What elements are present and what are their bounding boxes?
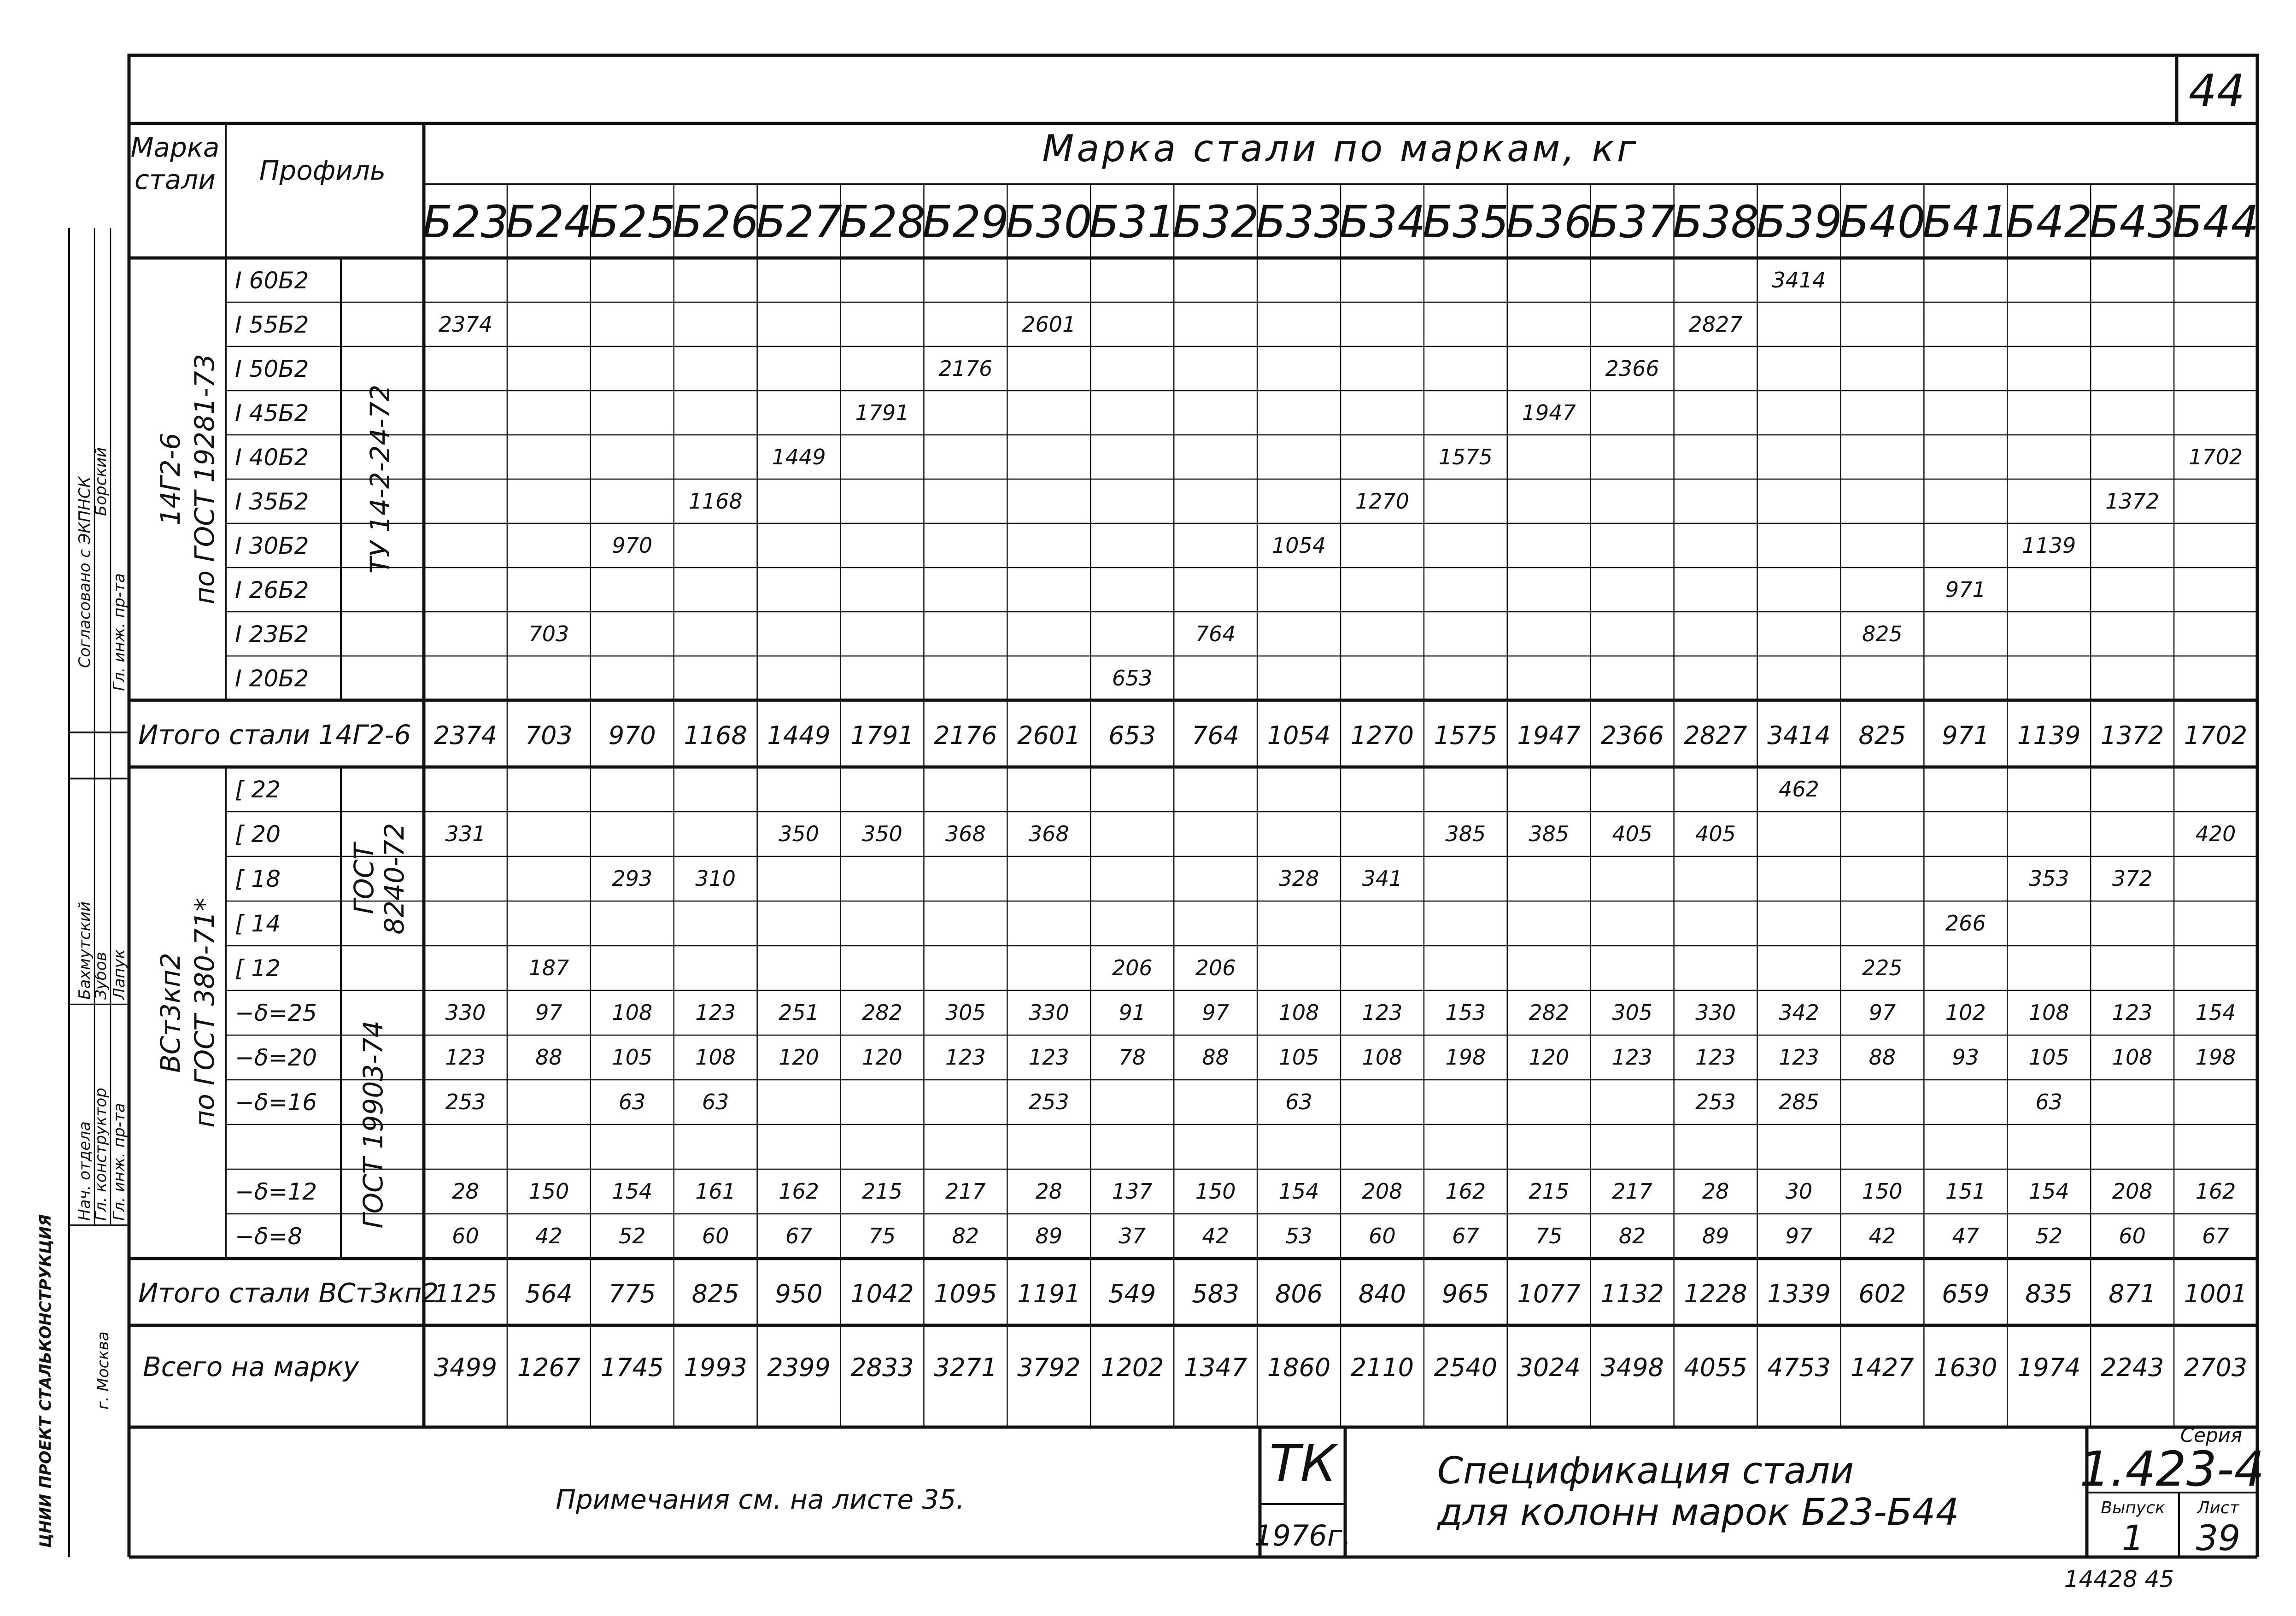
value-cell: 162 <box>779 1179 819 1204</box>
value-cell: 63 <box>702 1089 729 1114</box>
profile-cell: I 26Б2 <box>235 577 309 603</box>
sidebar-name-1: Бахмутский <box>76 901 94 1000</box>
value-cell: 123 <box>695 1000 736 1025</box>
value-cell: 78 <box>1119 1045 1146 1070</box>
profile-cell: I 20Б2 <box>235 665 309 692</box>
total-cell: 1339 <box>1767 1279 1831 1308</box>
value-cell: 102 <box>1945 1000 1986 1025</box>
total-cell: 775 <box>608 1279 656 1308</box>
column-header: Б27 <box>756 196 843 248</box>
value-cell: 60 <box>1369 1224 1396 1248</box>
issue-label: Выпуск <box>2101 1499 2165 1517</box>
column-header: Б33 <box>1255 196 1342 248</box>
value-cell: 63 <box>618 1089 646 1114</box>
column-header: Б29 <box>922 196 1009 248</box>
bottom-code: 14428 45 <box>2064 1566 2174 1593</box>
value-cell: 162 <box>1445 1179 1486 1204</box>
grand-total-cell: 2540 <box>1434 1353 1498 1382</box>
issue-number: 1 <box>2121 1517 2144 1558</box>
value-cell: 330 <box>1028 1000 1069 1025</box>
value-cell: 825 <box>1862 621 1903 646</box>
value-cell: 108 <box>695 1045 736 1070</box>
grade-14g2-6: 14Г2-6 по ГОСТ 19281-73 <box>155 354 220 604</box>
column-header: Б41 <box>1922 196 2009 248</box>
value-cell: 305 <box>945 1000 986 1025</box>
value-cell: 154 <box>612 1179 653 1204</box>
total-cell: 602 <box>1858 1279 1906 1308</box>
sidebar-role-1: Нач. отдела <box>76 1121 94 1221</box>
total-cell: 971 <box>1942 721 1990 750</box>
value-cell: 1168 <box>688 489 743 514</box>
value-cell: 82 <box>1618 1224 1646 1248</box>
notes-text: Примечания см. на листе 35. <box>556 1484 965 1515</box>
profile-cell: I 50Б2 <box>235 356 309 382</box>
grand-total-cell: 2399 <box>767 1353 831 1382</box>
value-cell: 293 <box>612 866 653 891</box>
value-cell: 150 <box>528 1179 569 1204</box>
total-cell: 1228 <box>1684 1279 1747 1308</box>
value-cell: 208 <box>2112 1179 2153 1204</box>
series-number: 1.423-4 <box>2079 1441 2265 1497</box>
total-cell: 2374 <box>433 721 498 750</box>
grand-total-cell: 2110 <box>1350 1353 1414 1382</box>
value-cell: 405 <box>1612 821 1653 846</box>
value-cell: 971 <box>1945 577 1986 602</box>
value-cell: 420 <box>2195 821 2236 846</box>
value-cell: 105 <box>612 1045 653 1070</box>
profile-cell: [ 12 <box>235 955 281 982</box>
grand-total-cell: 1202 <box>1101 1353 1164 1382</box>
grade-header: Марка стали <box>130 132 220 195</box>
total-cell: 806 <box>1275 1279 1323 1308</box>
standard-tu: ТУ 14-2-24-72 <box>364 384 396 574</box>
grand-total-cell: 3024 <box>1517 1353 1581 1382</box>
grand-total-cell: 3498 <box>1600 1353 1664 1382</box>
sheet-label: Лист <box>2197 1499 2239 1517</box>
grand-total-cell: 2243 <box>2100 1353 2164 1382</box>
value-cell: 75 <box>868 1224 896 1248</box>
value-cell: 187 <box>528 955 569 980</box>
value-cell: 154 <box>2028 1179 2069 1204</box>
sidebar-city: г. Москва <box>94 1331 112 1410</box>
value-cell: 108 <box>1278 1000 1319 1025</box>
profile-cell: I 55Б2 <box>235 311 309 338</box>
year: 1976г. <box>1254 1519 1352 1552</box>
total-cell: 1791 <box>850 721 914 750</box>
total-cell: 3414 <box>1767 721 1831 750</box>
value-cell: 89 <box>1702 1224 1729 1248</box>
value-cell: 88 <box>1868 1045 1896 1070</box>
column-header: Б40 <box>1839 196 1926 248</box>
value-cell: 150 <box>1862 1179 1903 1204</box>
value-cell: 653 <box>1112 666 1153 691</box>
column-header: Б24 <box>505 196 592 248</box>
value-cell: 282 <box>1529 1000 1570 1025</box>
total-cell: 1125 <box>433 1279 498 1308</box>
sidebar-approve: Согласовано с ЭКПНСК <box>76 476 94 668</box>
total-cell: 1054 <box>1267 721 1331 750</box>
value-cell: 137 <box>1112 1179 1153 1204</box>
spec-table <box>129 123 2259 1427</box>
value-cell: 91 <box>1119 1000 1146 1025</box>
total-cell: 1270 <box>1350 721 1414 750</box>
total-cell: 825 <box>691 1279 739 1308</box>
total-cell: 1077 <box>1517 1279 1581 1308</box>
grand-total-cell: 2703 <box>2184 1353 2248 1382</box>
value-cell: 108 <box>2028 1000 2069 1025</box>
value-cell: 1139 <box>2022 533 2076 558</box>
value-cell: 368 <box>1028 821 1069 846</box>
profile-cell: −δ=16 <box>235 1089 317 1116</box>
column-header: Б36 <box>1505 196 1593 248</box>
value-cell: 703 <box>528 621 569 646</box>
value-cell: 2601 <box>1022 312 1076 337</box>
value-cell: 123 <box>1612 1045 1653 1070</box>
value-cell: 350 <box>779 821 819 846</box>
sheet-number-top: 44 <box>2188 65 2245 117</box>
total-cell: 653 <box>1108 721 1156 750</box>
value-cell: 1054 <box>1272 533 1326 558</box>
sidebar-org: ЦНИИ ПРОЕКТ СТАЛЬКОНСТРУКЦИЯ <box>36 1214 55 1548</box>
total-cell: 1001 <box>2184 1279 2248 1308</box>
value-cell: 67 <box>2202 1224 2229 1248</box>
total-cell: 583 <box>1192 1279 1240 1308</box>
sidebar-approve-name-1: Гл. инж. пр-та <box>110 573 129 691</box>
total-cell: 835 <box>2025 1279 2073 1308</box>
total-cell: 1042 <box>850 1279 914 1308</box>
grade-vst3kp2: ВСт3кп2 по ГОСТ 380-71* <box>155 898 220 1128</box>
value-cell: 97 <box>1868 1000 1896 1025</box>
column-header: Б44 <box>2172 196 2259 248</box>
series-label: Серия <box>2180 1424 2243 1446</box>
profile-header: Профиль <box>259 155 386 186</box>
value-cell: 368 <box>945 821 986 846</box>
value-cell: 161 <box>695 1179 736 1204</box>
value-cell: 266 <box>1945 911 1986 936</box>
value-cell: 1791 <box>855 400 909 425</box>
value-cell: 331 <box>445 821 486 846</box>
column-header: Б28 <box>838 196 926 248</box>
value-cell: 30 <box>1785 1179 1813 1204</box>
value-cell: 341 <box>1362 866 1403 891</box>
drawing-title-line2: для колонн марок Б23-Б44 <box>1437 1491 1959 1534</box>
value-cell: 75 <box>1535 1224 1563 1248</box>
value-cell: 97 <box>1202 1000 1229 1025</box>
value-cell: 328 <box>1278 866 1319 891</box>
profile-cell: [ 22 <box>235 776 281 803</box>
grand-total-label: Всего на марку <box>143 1351 359 1382</box>
profile-cell: I 30Б2 <box>235 533 309 559</box>
grand-total-cell: 1630 <box>1934 1353 1997 1382</box>
value-cell: 305 <box>1612 1000 1653 1025</box>
profile-cell: −δ=25 <box>235 1000 317 1026</box>
value-cell: 1702 <box>2189 445 2243 469</box>
grand-total-cell: 2833 <box>850 1353 914 1382</box>
value-cell: 123 <box>1028 1045 1069 1070</box>
value-cell: 162 <box>2195 1179 2236 1204</box>
value-cell: 42 <box>1202 1224 1229 1248</box>
value-cell: 153 <box>1445 1000 1486 1025</box>
value-cell: 150 <box>1195 1179 1236 1204</box>
profile-cell: I 23Б2 <box>235 621 309 648</box>
total-cell: 2366 <box>1600 721 1664 750</box>
total-cell: 1191 <box>1017 1279 1081 1308</box>
total-cell: 549 <box>1108 1279 1156 1308</box>
value-cell: 225 <box>1862 955 1903 980</box>
value-cell: 462 <box>1779 777 1819 802</box>
column-header: Б42 <box>2005 196 2092 248</box>
total-cell: 764 <box>1192 721 1240 750</box>
value-cell: 251 <box>779 1000 819 1025</box>
grand-total-cell: 1745 <box>600 1353 664 1382</box>
total-cell: 703 <box>525 721 573 750</box>
value-cell: 206 <box>1112 955 1153 980</box>
value-cell: 105 <box>1278 1045 1319 1070</box>
value-cell: 108 <box>2112 1045 2153 1070</box>
total-cell: 840 <box>1358 1279 1406 1308</box>
value-cell: 1575 <box>1438 445 1493 469</box>
value-cell: 89 <box>1035 1224 1063 1248</box>
value-cell: 208 <box>1362 1179 1403 1204</box>
value-cell: 120 <box>779 1045 819 1070</box>
value-cell: 970 <box>612 533 653 558</box>
column-header: Б37 <box>1589 196 1676 248</box>
sidebar-name-2: Зубов <box>92 952 110 1000</box>
total-cell: 965 <box>1441 1279 1489 1308</box>
value-cell: 52 <box>618 1224 646 1248</box>
column-header: Б43 <box>2089 196 2176 248</box>
grand-total-cell: 4753 <box>1767 1353 1831 1382</box>
value-cell: 1372 <box>2105 489 2160 514</box>
total-cell: 1372 <box>2100 721 2164 750</box>
value-cell: 154 <box>2195 1000 2236 1025</box>
value-cell: 2366 <box>1605 356 1659 381</box>
value-cell: 123 <box>2112 1000 2153 1025</box>
value-cell: 282 <box>862 1000 902 1025</box>
value-cell: 215 <box>862 1179 902 1204</box>
value-cell: 28 <box>452 1179 479 1204</box>
grand-total-cell: 1427 <box>1851 1353 1914 1382</box>
value-cell: 60 <box>702 1224 729 1248</box>
column-header: Б38 <box>1672 196 1759 248</box>
profile-cell: I 45Б2 <box>235 400 309 427</box>
value-cell: 123 <box>1695 1045 1736 1070</box>
value-cell: 67 <box>1452 1224 1479 1248</box>
value-cell: 385 <box>1445 821 1486 846</box>
grand-total-cell: 3271 <box>934 1353 997 1382</box>
value-cell: 253 <box>445 1089 486 1114</box>
value-cell: 198 <box>2195 1045 2236 1070</box>
value-cell: 154 <box>1278 1179 1319 1204</box>
grand-total-cell: 1860 <box>1267 1353 1331 1382</box>
value-cell: 215 <box>1529 1179 1570 1204</box>
value-cell: 285 <box>1779 1089 1819 1114</box>
value-cell: 63 <box>1285 1089 1312 1114</box>
profile-cell: −δ=8 <box>235 1223 303 1250</box>
profile-cell: I 60Б2 <box>235 267 309 294</box>
value-cell: 206 <box>1195 955 1236 980</box>
total-label-1: Итого стали 14Г2-6 <box>138 719 411 750</box>
value-cell: 97 <box>535 1000 562 1025</box>
value-cell: 105 <box>2028 1045 2069 1070</box>
grand-total-cell: 3499 <box>433 1353 498 1382</box>
total-cell: 1449 <box>767 721 831 750</box>
column-header: Б34 <box>1339 196 1426 248</box>
value-cell: 2374 <box>438 312 492 337</box>
grand-total-cell: 1993 <box>684 1353 747 1382</box>
value-cell: 330 <box>1695 1000 1736 1025</box>
value-cell: 217 <box>945 1179 986 1204</box>
total-cell: 1139 <box>2017 721 2081 750</box>
value-cell: 253 <box>1028 1089 1069 1114</box>
value-cell: 253 <box>1695 1089 1736 1114</box>
total-label-2: Итого стали ВСт3кп2 <box>138 1277 439 1309</box>
value-cell: 2827 <box>1688 312 1743 337</box>
column-header: Б23 <box>422 196 509 248</box>
sidebar <box>36 447 129 1548</box>
profile-cell: −δ=20 <box>235 1044 317 1071</box>
total-cell: 564 <box>525 1279 573 1308</box>
value-cell: 88 <box>535 1045 562 1070</box>
value-cell: 198 <box>1445 1045 1486 1070</box>
profile-cell: [ 18 <box>235 866 281 892</box>
value-cell: 97 <box>1785 1224 1813 1248</box>
sidebar-role-2: Гл. конструктор <box>92 1088 110 1221</box>
total-cell: 1132 <box>1600 1279 1664 1308</box>
value-cell: 82 <box>952 1224 979 1248</box>
total-cell: 2827 <box>1684 721 1747 750</box>
grand-total-cell: 3792 <box>1017 1353 1081 1382</box>
column-header: Б35 <box>1422 196 1509 248</box>
total-cell: 825 <box>1858 721 1906 750</box>
value-cell: 764 <box>1195 621 1236 646</box>
value-cell: 120 <box>1529 1045 1570 1070</box>
total-cell: 871 <box>2109 1279 2156 1308</box>
grand-total-cell: 4055 <box>1684 1353 1747 1382</box>
total-cell: 950 <box>775 1279 823 1308</box>
value-cell: 47 <box>1952 1224 1980 1248</box>
total-cell: 1575 <box>1434 721 1498 750</box>
grand-total-cell: 1974 <box>2017 1353 2081 1382</box>
column-header: Б25 <box>589 196 676 248</box>
value-cell: 385 <box>1529 821 1570 846</box>
value-cell: 350 <box>862 821 902 846</box>
value-cell: 123 <box>1779 1045 1819 1070</box>
org-code: ТК <box>1269 1434 1336 1493</box>
standard-gost-8240: ГОСТ8240-72 <box>348 823 410 935</box>
total-cell: 970 <box>608 721 656 750</box>
value-cell: 28 <box>1035 1179 1063 1204</box>
value-cell: 88 <box>1202 1045 1229 1070</box>
value-cell: 28 <box>1702 1179 1729 1204</box>
value-cell: 330 <box>445 1000 486 1025</box>
value-cell: 310 <box>695 866 736 891</box>
value-cell: 67 <box>785 1224 813 1248</box>
value-cell: 120 <box>862 1045 902 1070</box>
total-cell: 1947 <box>1517 721 1581 750</box>
value-cell: 53 <box>1285 1224 1312 1248</box>
value-cell: 42 <box>535 1224 562 1248</box>
profile-cell: I 40Б2 <box>235 444 309 471</box>
total-cell: 2601 <box>1017 721 1081 750</box>
total-cell: 1702 <box>2184 721 2248 750</box>
value-cell: 123 <box>1362 1000 1403 1025</box>
profile-cell: −δ=12 <box>235 1178 317 1205</box>
value-cell: 123 <box>945 1045 986 1070</box>
value-cell: 217 <box>1612 1179 1653 1204</box>
value-cell: 2176 <box>938 356 993 381</box>
drawing-title-line1: Спецификация стали <box>1437 1449 1854 1492</box>
value-cell: 123 <box>445 1045 486 1070</box>
value-cell: 52 <box>2035 1224 2063 1248</box>
value-cell: 1270 <box>1355 489 1409 514</box>
column-header: Б39 <box>1755 196 1843 248</box>
value-cell: 405 <box>1695 821 1736 846</box>
column-header: Б26 <box>672 196 759 248</box>
total-cell: 659 <box>1942 1279 1990 1308</box>
column-header: Б32 <box>1172 196 1259 248</box>
profile-cell: [ 14 <box>235 910 281 937</box>
sidebar-approve-name-2: Борский <box>92 447 110 516</box>
column-header: Б30 <box>1005 196 1092 248</box>
profile-cell: [ 20 <box>235 821 281 848</box>
sidebar-role-3: Гл. инж. пр-та <box>110 1103 129 1221</box>
value-cell: 37 <box>1119 1224 1146 1248</box>
value-cell: 93 <box>1952 1045 1980 1070</box>
value-cell: 3414 <box>1772 268 1826 293</box>
frame <box>69 55 2257 1557</box>
standard-gost-19903: ГОСТ 19903-74 <box>357 1020 389 1229</box>
column-header: Б31 <box>1089 196 1176 248</box>
grand-total-cell: 1267 <box>517 1353 581 1382</box>
total-cell: 2176 <box>934 721 997 750</box>
value-cell: 372 <box>2112 866 2153 891</box>
value-cell: 108 <box>612 1000 653 1025</box>
value-cell: 1449 <box>772 445 826 469</box>
value-cell: 342 <box>1779 1000 1819 1025</box>
value-cell: 60 <box>2119 1224 2146 1248</box>
value-cell: 108 <box>1362 1045 1403 1070</box>
total-cell: 1168 <box>684 721 747 750</box>
title-block <box>129 1424 2265 1593</box>
value-cell: 353 <box>2028 866 2069 891</box>
value-cell: 151 <box>1945 1179 1986 1204</box>
total-cell: 1095 <box>934 1279 997 1308</box>
sheet-number: 39 <box>2196 1517 2241 1558</box>
value-cell: 1947 <box>1522 400 1576 425</box>
profile-cell: I 35Б2 <box>235 488 309 515</box>
value-cell: 60 <box>452 1224 479 1248</box>
value-cell: 42 <box>1868 1224 1896 1248</box>
value-cell: 63 <box>2035 1089 2063 1114</box>
grand-total-cell: 1347 <box>1183 1353 1248 1382</box>
sidebar-name-3: Лапук <box>110 949 129 1000</box>
group-title: Марка стали по маркам, кг <box>1042 127 1639 170</box>
